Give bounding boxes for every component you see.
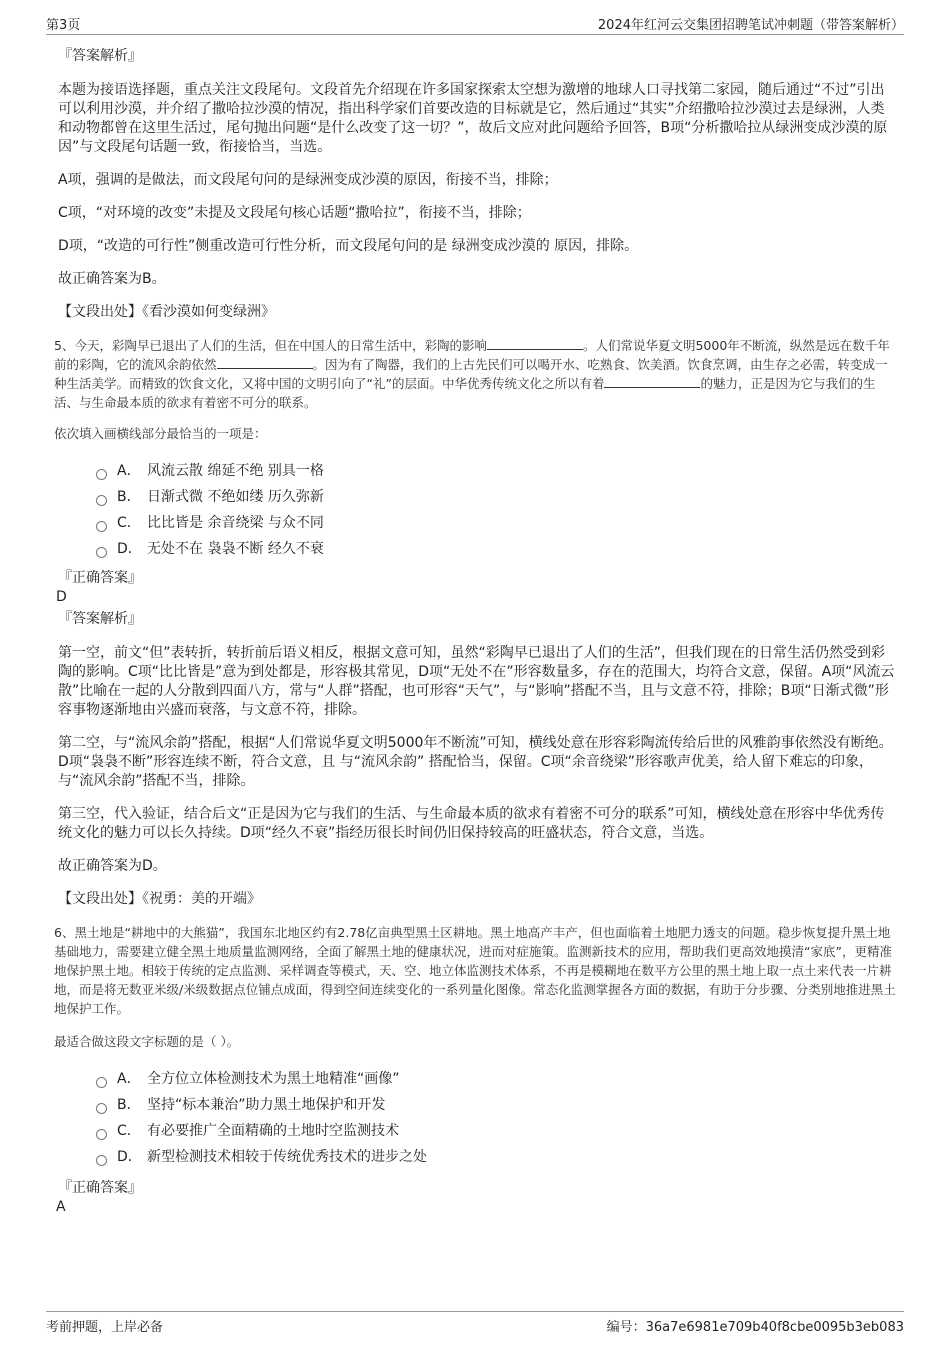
q5-analysis-3: 第三空，代入验证，结合后文“正是因为它与我们的生活、与生命最本质的欲求有着密不可分的联系”可知，横线处意在形容中华优秀传统文化的魅力可以长久持续。D项“经久不衰”指经历很长时间仍旧保持较高的旺盛状态，符合文意，当选。	[58, 806, 885, 841]
q5-blank-1	[487, 336, 583, 350]
radio-icon[interactable]	[96, 1155, 107, 1166]
option-text: 全方位立体检测技术为黑土地精准“画像”	[147, 1071, 400, 1087]
q6-answer-label: 『正确答案』	[58, 1180, 142, 1196]
q5-analysis-1: 第一空，前文“但”表转折，转折前后语义相反，根据文意可知，虽然“彩陶早已退出了人们的生活”，但我们现在的日常生活仍然受到彩陶的影响。C项“比比皆是”意为到处都是，形容极其常见，D项“无处不在”形容数量多，存在的范围大，均符合文意，保留。A项“风流云散”比喻在一起的人分散到四面八方，常与“人群”搭配，也可形容“天气”，与“影响”搭配不当，且与文意不符，排除；B项“日渐式微”形容事物逐渐地由兴盛而衰落，与文意不符，排除。	[58, 645, 895, 718]
option-text: 无处不在 袅袅不断 经久不衰	[147, 541, 324, 557]
q6-prompt: 最适合做这段文字标题的是（ ）。	[54, 1034, 240, 1049]
q5-conclusion: 故正确答案为D。	[58, 858, 167, 874]
q5-stem-part-1: 5、今天，彩陶早已退出了人们的生活，但在中国人的日常生活中，彩陶的影响	[54, 338, 487, 353]
radio-icon[interactable]	[96, 1129, 107, 1140]
q4-option-c-analysis: C项，“对环境的改变”未提及文段尾句核心话题“撒哈拉”，衔接不当，排除；	[58, 205, 531, 221]
radio-icon[interactable]	[96, 1103, 107, 1114]
q5-stem-part-3: 。因为有了陶器，我们的上古先民们可以喝开水、吃熟食、饮美酒。饮食烹调，由生存之必需，转变成一种生活美学。而精致的饮食文化，又将中国的文明引向了“礼”的层面。中华优秀传统文化之所以有着	[54, 357, 888, 391]
q6-option-b[interactable]	[96, 1092, 896, 1118]
q4-source: 【文段出处】《看沙漠如何变绿洲》	[58, 304, 275, 320]
page-footer	[46, 1311, 904, 1336]
option-text: 日渐式微 不绝如缕 历久弥新	[147, 489, 324, 505]
q5-answer-label: 『正确答案』	[58, 570, 142, 586]
q6-option-a[interactable]	[96, 1066, 896, 1092]
q4-option-d-analysis: D项，“改造的可行性”侧重改造可行性分析，而文段尾句问的是 绿洲变成沙漠的 原因，排除。	[58, 238, 639, 254]
q5-blank-3	[604, 374, 700, 388]
q4-analysis-label: 『答案解析』	[58, 48, 142, 64]
radio-icon[interactable]	[96, 1077, 107, 1088]
option-letter: A．	[117, 463, 141, 479]
option-text: 坚持“标本兼治”助力黑土地保护和开发	[147, 1097, 386, 1113]
q6-stem: 6、黑土地是“耕地中的大熊猫”，我国东北地区约有2.78亿亩典型黑土区耕地。黑土地高产丰产，但也面临着土地肥力透支的问题。稳步恢复提升黑土地基础地力，需要建立健全黑土地质量监测网络，全面了解黑土地的健康状况，进而对症施策。监测新技术的应用，帮助我们更高效地摸清“家底”，更精准地保护黑土地。相较于传统的定点监测、采样调查等模式，天、空、地立体监测技术体系，不再是模糊地在数平方公里的黑土地上取一点土来代表一片耕地，而是将无数亚米级/米级数据点位铺点成面，得到空间连续变化的一系列量化图像。常态化监测掌握各方面的数据，有助于分步骤、分类别地推进黑土地保护工作。	[54, 925, 896, 1016]
q4-option-a-analysis: A项，强调的是做法，而文段尾句问的是绿洲变成沙漠的原因，衔接不当，排除；	[58, 172, 558, 188]
option-letter: B．	[117, 1097, 141, 1113]
q6-answer: A	[56, 1199, 66, 1215]
option-text: 比比皆是 余音绕梁 与众不同	[147, 515, 324, 531]
option-text: 风流云散 绵延不绝 别具一格	[147, 463, 324, 479]
option-letter: A．	[117, 1071, 141, 1087]
q5-stem-part-4: 的魅力，正是因为它与我们的生活、与生命最本质的欲求有着密不可分的联系。	[54, 376, 876, 410]
q6-option-c[interactable]	[96, 1118, 896, 1144]
q5-option-a[interactable]	[96, 458, 896, 484]
option-letter: B．	[117, 489, 141, 505]
option-text: 新型检测技术相较于传统优秀技术的进步之处	[147, 1149, 427, 1165]
q5-option-c[interactable]	[96, 510, 896, 536]
page-header	[46, 12, 904, 35]
q5-prompt: 依次填入画横线部分最恰当的一项是：	[54, 426, 267, 441]
q4-analysis-text: 本题为接语选择题，重点关注文段尾句。文段首先介绍现在许多国家探索太空想为激增的地球人口寻找第二家园，随后通过“不过”引出可以利用沙漠，并介绍了撒哈拉沙漠的情况，指出科学家们首要改造的目标就是它，然后通过“其实”介绍撒哈拉沙漠过去是绿洲，人类和动物都曾在这里生活过，尾句抛出问题“是什么改变了这一切？”，故后文应对此问题给予回答，B项“分析撒哈拉从绿洲变成沙漠的原因”与文段尾句话题一致，衔接恰当，当选。	[58, 82, 888, 155]
option-text: 有必要推广全面精确的土地时空监测技术	[147, 1123, 399, 1139]
radio-icon[interactable]	[96, 469, 107, 480]
q5-option-d[interactable]	[96, 536, 896, 562]
q5-stem	[54, 336, 896, 412]
option-letter: D．	[117, 1149, 142, 1165]
footer-slogan: 考前押题，上岸必备	[46, 1320, 164, 1335]
q5-source: 【文段出处】《祝勇：美的开端》	[58, 891, 261, 907]
document-title: 2024年红河云交集团招聘笔试冲刺题（带答案解析）	[597, 18, 904, 33]
q5-analysis-2: 第二空，与“流风余韵”搭配，根据“人们常说华夏文明5000年不断流”可知，横线处意在形容彩陶流传给后世的风雅韵事依然没有断绝。D项“袅袅不断”形容连续不断，符合文意，且 与“流风余韵” 搭配恰当，保留。C项“余音绕梁”形容歌声优美，给人留下难忘的印象，与“流风余韵”搭配不当，排除。	[58, 735, 893, 789]
radio-icon[interactable]	[96, 547, 107, 558]
q5-analysis-label: 『答案解析』	[58, 611, 142, 627]
page-number: 第3页	[46, 18, 81, 33]
option-letter: C．	[117, 1123, 141, 1139]
option-letter: C．	[117, 515, 141, 531]
q5-answer: D	[56, 589, 67, 605]
page-content	[54, 44, 896, 1217]
q5-options	[96, 458, 896, 562]
q5-option-b[interactable]	[96, 484, 896, 510]
option-letter: D．	[117, 541, 142, 557]
q6-options	[96, 1066, 896, 1170]
q5-blank-2	[217, 355, 313, 369]
q5-stem-part-2: 。人们常说华夏文明5000年不断流，纵然是远在数千年前的彩陶，它的流风余韵依然	[54, 338, 890, 372]
radio-icon[interactable]	[96, 495, 107, 506]
document-code: 编号：36a7e6981e709b40f8cbe0095b3eb083	[606, 1320, 904, 1335]
radio-icon[interactable]	[96, 521, 107, 532]
q6-option-d[interactable]	[96, 1144, 896, 1170]
q4-conclusion: 故正确答案为B。	[58, 271, 166, 287]
